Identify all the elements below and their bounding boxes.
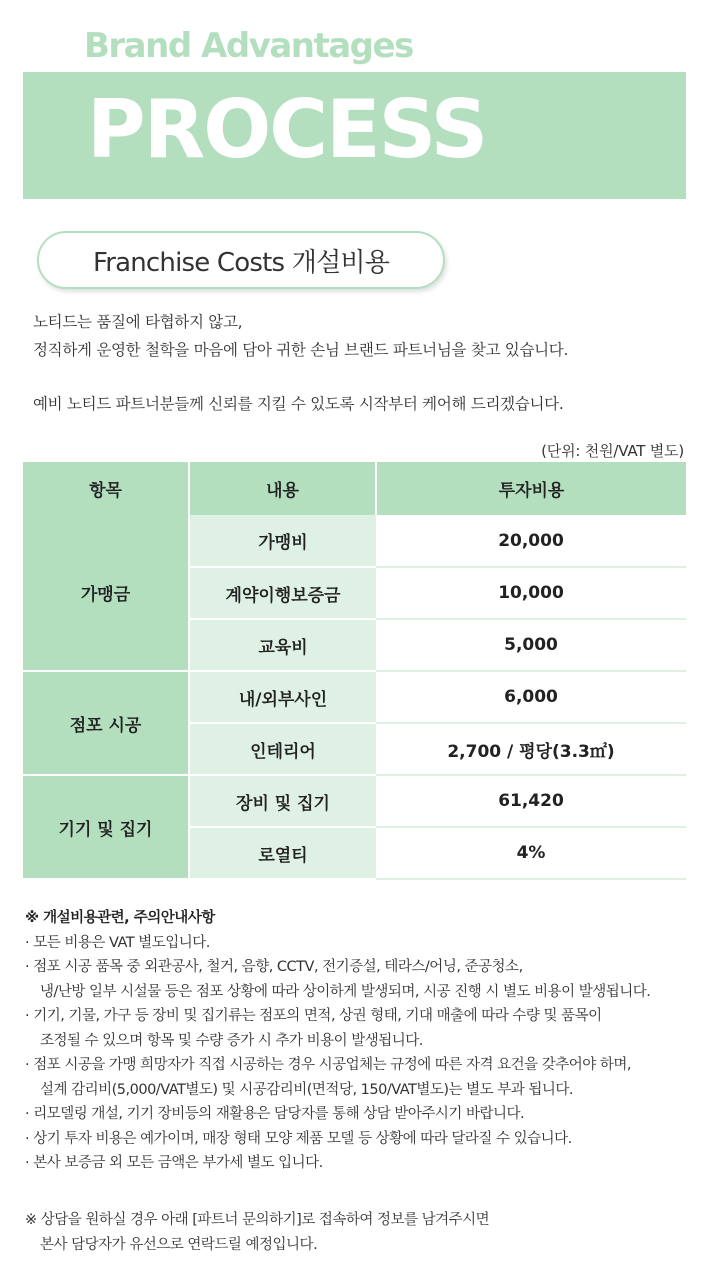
note-item: · 기기, 기물, 가구 등 장비 및 집기류는 점포의 면적, 상권 형태, 기대 매출에 따라 수량 및 품목이 [25, 1008, 602, 1024]
note-item: · 점포 시공을 가맹 희망자가 직접 시공하는 경우 시공업체는 규정에 따른 자격 요건을 갖추어야 하며, [25, 1057, 632, 1073]
note-item: · 상기 투자 비용은 예가이며, 매장 형태 모양 제품 모델 등 상황에 따라 달라질 수 있습니다. [25, 1130, 572, 1147]
category-cell: 가맹금 [23, 515, 189, 671]
brand-title: Brand Advantages [84, 26, 413, 66]
header-category: 항목 [23, 462, 189, 515]
cost-cell: 61,420 [376, 775, 686, 827]
intro-text [33, 308, 568, 418]
note-item: · 리모델링 개설, 기기 장비등의 재활용은 담당자를 통해 상담 받아주시기 바랍니다. [25, 1106, 525, 1122]
table-row [23, 515, 686, 567]
table-row [23, 775, 686, 827]
item-cell: 가맹비 [189, 515, 376, 567]
cost-table [23, 462, 686, 880]
cost-cell: 10,000 [376, 567, 686, 619]
header-content: 내용 [189, 462, 376, 515]
table-header-row [23, 462, 686, 515]
item-cell: 로열티 [189, 827, 376, 879]
banner-title: PROCESS [87, 83, 487, 176]
note-item-continued: 조정될 수 있으며 항목 및 수량 증가 시 추가 비용이 발생됩니다. [40, 1032, 423, 1049]
cost-cell: 2,700 / 평당(3.3㎡) [376, 723, 686, 775]
cost-cell: 4% [376, 827, 686, 879]
category-cell: 점포 시공 [23, 671, 189, 775]
franchise-costs-pill: Franchise Costs 개설비용 [37, 231, 445, 289]
note-item: · 본사 보증금 외 모든 금액은 부가세 별도 입니다. [25, 1155, 323, 1171]
notes-section [25, 906, 650, 1176]
category-cell: 기기 및 집기 [23, 775, 189, 879]
process-banner [23, 72, 686, 199]
contact-note [25, 1208, 489, 1258]
table-row [23, 671, 686, 723]
item-cell: 장비 및 집기 [189, 775, 376, 827]
note-item-continued: 냉/난방 일부 시설물 등은 점포 상황에 따라 상이하게 발생되며, 시공 진행 시 별도 비용이 발생됩니다. [40, 983, 651, 1000]
note-item: · 모든 비용은 VAT 별도입니다. [25, 934, 210, 951]
item-cell: 교육비 [189, 619, 376, 671]
cost-cell: 6,000 [376, 671, 686, 723]
contact-line: ※ 상담을 원하실 경우 아래 [파트너 문의하기]로 접속하여 정보를 남겨주시면 [25, 1212, 490, 1228]
intro-line: 정직하게 운영한 철학을 마음에 담아 귀한 손님 브랜드 파트너님을 찾고 있습니다. [33, 341, 569, 359]
unit-note: (단위: 천원/VAT 별도) [541, 442, 684, 460]
item-cell: 계약이행보증금 [189, 567, 376, 619]
intro-line: 예비 노티드 파트너분들께 신뢰를 지킬 수 있도록 시작부터 케어해 드리겠습니다. [33, 395, 564, 413]
cost-cell: 5,000 [376, 619, 686, 671]
contact-line: 본사 담당자가 유선으로 연락드릴 예정입니다. [40, 1237, 318, 1253]
intro-line: 노티드는 품질에 타협하지 않고, [33, 313, 243, 331]
note-item: · 점포 시공 품목 중 외관공사, 철거, 음향, CCTV, 전기증설, 테라스/어닝, 준공청소, [25, 959, 523, 975]
cost-cell: 20,000 [376, 515, 686, 567]
notes-title: ※ 개설비용관련, 주의안내사항 [25, 910, 215, 926]
note-item-continued: 설계 감리비(5,000/VAT별도) 및 시공감리비(면적당, 150/VAT별도)는 별도 부과 됩니다. [40, 1081, 574, 1098]
item-cell: 인테리어 [189, 723, 376, 775]
header-cost: 투자비용 [376, 462, 686, 515]
item-cell: 내/외부사인 [189, 671, 376, 723]
